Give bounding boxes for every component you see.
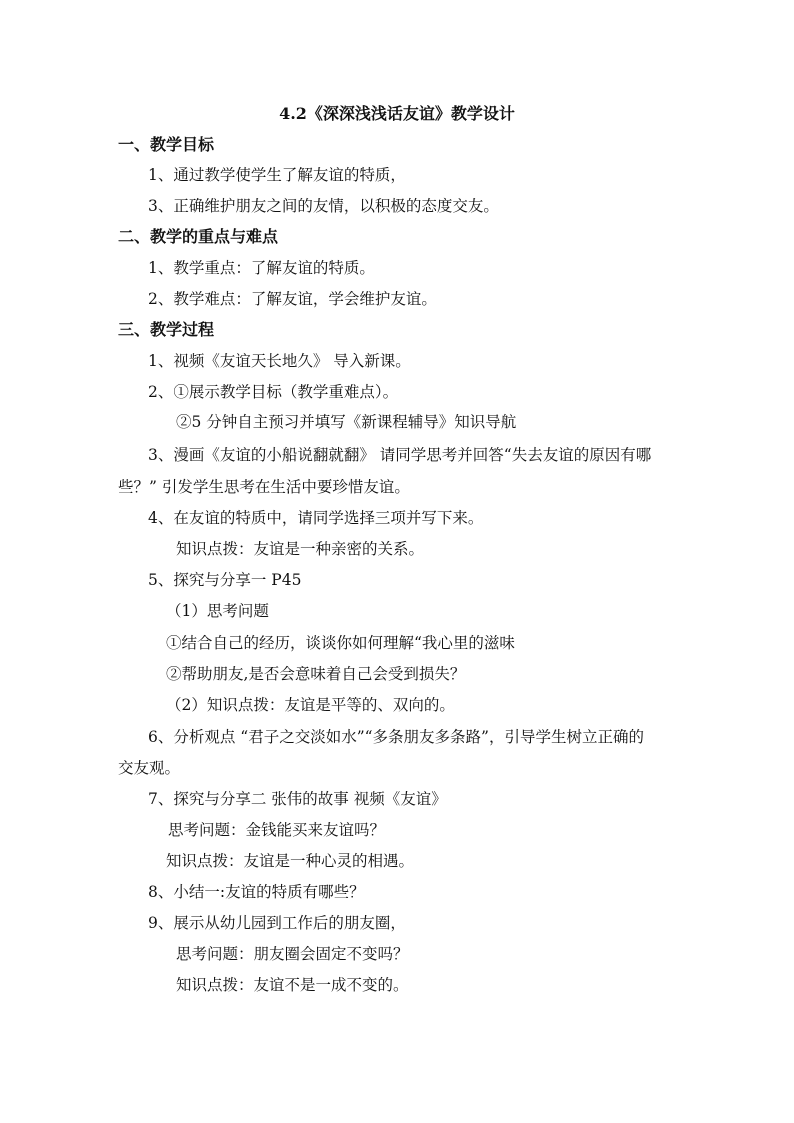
process-line: ①结合自己的经历，谈谈你如何理解“我心里的滋味: [166, 634, 515, 652]
process-line: （1）思考问题: [166, 602, 269, 620]
process-line: 知识点拨：友谊是一种心灵的相遇。: [166, 852, 415, 870]
process-line: 4、在友谊的特质中，请同学选择三项并写下来。: [148, 509, 484, 527]
process-line: （2）知识点拨：友谊是平等的、双向的。: [166, 696, 455, 714]
key-point-item: 2、教学难点：了解友谊，学会维护友谊。: [148, 290, 437, 308]
key-point-item: 1、教学重点：了解友谊的特质。: [148, 259, 375, 277]
process-line: 3、漫画《友谊的小船说翻就翻》 请同学思考并回答“失去友谊的原因有哪: [148, 446, 652, 464]
process-line: 1、视频《友谊天长地久》 导入新课。: [148, 352, 411, 370]
process-line: 7、探究与分享二 张伟的故事 视频《友谊》: [148, 790, 447, 808]
process-line: ②5 分钟自主预习并填写《新课程辅导》知识导航: [176, 413, 517, 431]
process-line: 思考问题：金钱能买来友谊吗？: [168, 821, 386, 839]
process-line: 5、探究与分享一 P45: [148, 571, 302, 589]
process-line: 些？” 引发学生思考在生活中要珍惜友谊。: [118, 478, 410, 496]
process-line: 知识点拨：友谊不是一成不变的。: [176, 976, 409, 994]
process-line: 交友观。: [118, 759, 181, 777]
process-line: 思考问题：朋友圈会固定不变吗？: [176, 945, 409, 963]
section-heading-key-points: 二、教学的重点与难点: [118, 227, 279, 246]
process-line: 9、展示从幼儿园到工作后的朋友圈，: [148, 914, 406, 932]
objective-item: 3、正确维护朋友之间的友情，以积极的态度交友。: [148, 197, 499, 215]
process-line: 6、分析观点 “君子之交淡如水”“多条朋友多条路”，引导学生树立正确的: [148, 728, 644, 746]
objective-item: 1、通过教学使学生了解友谊的特质，: [148, 166, 406, 184]
process-line: 知识点拨：友谊是一种亲密的关系。: [176, 540, 425, 558]
section-heading-objectives: 一、教学目标: [118, 135, 215, 154]
section-heading-process: 三、教学过程: [118, 320, 215, 339]
process-line: ②帮助朋友,是否会意味着自己会受到损失？: [166, 665, 466, 683]
process-line: 2、①展示教学目标（教学重难点）。: [148, 383, 399, 401]
process-line: 8、小结一:友谊的特质有哪些？: [148, 883, 365, 901]
document-title: 4.2《深深浅浅话友谊》教学设计: [279, 104, 515, 123]
